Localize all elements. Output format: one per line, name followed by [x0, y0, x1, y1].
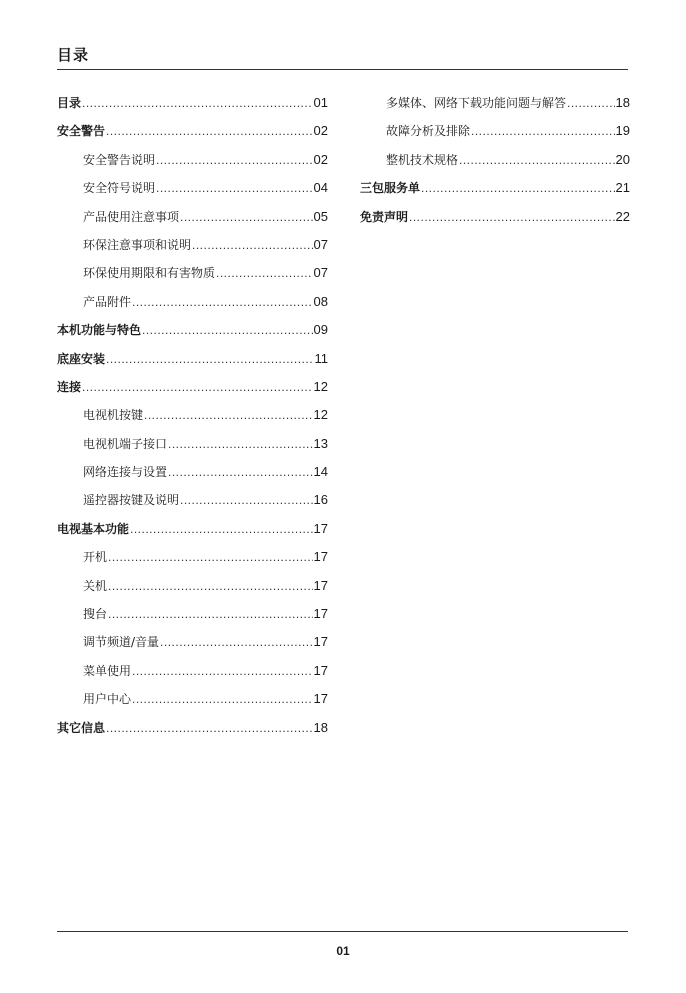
dot-leader — [216, 263, 313, 283]
toc-entry-page-number: 19 — [615, 123, 630, 139]
toc-entry[interactable] — [57, 462, 328, 490]
dot-leader — [132, 689, 313, 709]
toc-entry-title: 搜台 — [83, 607, 108, 622]
toc-entry-title: 整机技术规格 — [386, 152, 459, 167]
dot-leader — [108, 604, 313, 624]
toc-entry[interactable] — [57, 349, 328, 377]
dot-leader — [132, 292, 313, 312]
dot-leader — [82, 377, 313, 397]
toc-entry-title: 产品使用注意事项 — [83, 209, 180, 224]
dot-leader — [108, 576, 313, 596]
toc-entry-title: 目录 — [57, 96, 82, 110]
toc-entry-page-number: 04 — [313, 180, 328, 196]
toc-entry[interactable] — [57, 320, 328, 348]
toc-entry[interactable] — [57, 377, 328, 405]
dot-leader — [132, 661, 313, 681]
toc-entry-page-number: 07 — [313, 236, 328, 252]
toc-entry[interactable] — [360, 207, 630, 235]
toc-entry-title: 连接 — [57, 379, 82, 394]
dot-leader — [106, 121, 313, 141]
toc-entry[interactable] — [360, 121, 630, 149]
toc-entry-page-number: 18 — [313, 719, 328, 735]
toc-entry-page-number: 12 — [313, 378, 328, 394]
toc-entry[interactable] — [57, 604, 328, 632]
dot-leader — [459, 150, 615, 170]
dot-leader — [108, 547, 313, 567]
toc-entry-title: 其它信息 — [57, 720, 106, 735]
toc-entry[interactable] — [57, 121, 328, 149]
toc-entry[interactable] — [57, 150, 328, 178]
dot-leader — [180, 490, 313, 510]
dot-leader — [168, 462, 313, 482]
dot-leader — [144, 405, 313, 425]
toc-entry-page-number: 17 — [313, 662, 328, 678]
toc-entry-page-number: 09 — [313, 322, 328, 338]
dot-leader — [471, 121, 615, 141]
toc-entry-page-number: 02 — [313, 151, 328, 167]
toc-entry[interactable] — [57, 661, 328, 689]
toc-entry[interactable] — [57, 405, 328, 433]
toc-entry-title: 环保使用期限和有害物质 — [83, 266, 216, 281]
toc-entry[interactable] — [57, 93, 328, 121]
dot-leader — [421, 178, 615, 198]
toc-entry[interactable] — [57, 576, 328, 604]
dot-leader — [82, 93, 313, 113]
toc-entry-title: 安全警告说明 — [83, 152, 156, 167]
toc-entry-title: 产品附件 — [83, 294, 132, 309]
toc-entry-page-number: 07 — [313, 265, 328, 281]
toc-entry[interactable] — [57, 519, 328, 547]
toc-entry-page-number: 12 — [313, 407, 328, 423]
toc-entry-page-number: 18 — [615, 95, 630, 110]
toc-entry-page-number: 21 — [615, 180, 630, 196]
toc-entry-title: 三包服务单 — [360, 181, 421, 196]
toc-entry-page-number: 17 — [313, 520, 328, 536]
toc-entry[interactable] — [57, 235, 328, 263]
page-title: 目录 — [57, 46, 90, 64]
toc-entry-page-number: 22 — [615, 208, 630, 224]
toc-entry[interactable] — [57, 178, 328, 206]
toc-entry-title: 菜单使用 — [83, 663, 132, 678]
toc-entry-title: 故障分析及排除 — [386, 124, 471, 139]
dot-leader — [192, 235, 313, 255]
toc-entry[interactable] — [57, 689, 328, 717]
toc-entry-page-number: 20 — [615, 151, 630, 167]
toc-entry[interactable] — [360, 93, 630, 121]
toc-entry-title: 电视基本功能 — [57, 521, 130, 536]
toc-entry-title: 免责声明 — [360, 209, 409, 224]
toc-entry-page-number: 02 — [313, 123, 328, 139]
toc-entry[interactable] — [360, 178, 630, 206]
toc-entry-page-number: 05 — [313, 208, 328, 224]
toc-entry[interactable] — [57, 207, 328, 235]
dot-leader — [567, 93, 615, 113]
toc-entry-page-number: 17 — [313, 549, 328, 565]
toc-entry-title: 电视机按键 — [83, 408, 144, 423]
toc-entry[interactable] — [57, 434, 328, 462]
toc-entry-page-number: 17 — [313, 606, 328, 622]
toc-entry-page-number: 01 — [313, 95, 328, 110]
toc-entry-title: 电视机端子接口 — [83, 436, 168, 451]
toc-entry-title: 环保注意事项和说明 — [83, 237, 192, 252]
toc-entry-title: 安全符号说明 — [83, 181, 156, 196]
toc-entry-title: 多媒体、网络下载功能问题与解答 — [386, 96, 567, 110]
dot-leader — [180, 207, 313, 227]
dot-leader — [142, 320, 313, 340]
toc-entry-title: 遥控器按键及说明 — [83, 493, 180, 508]
toc-entry-title: 调节频道/音量 — [83, 635, 160, 650]
dot-leader — [106, 718, 313, 738]
dot-leader — [168, 434, 313, 454]
header-divider — [57, 69, 628, 70]
toc-entry-page-number: 13 — [313, 435, 328, 451]
toc-entry-page-number: 17 — [313, 634, 328, 650]
footer-page-number: 01 — [336, 944, 350, 958]
toc-entry-page-number: 14 — [313, 464, 328, 480]
toc-entry-title: 底座安装 — [57, 351, 106, 366]
dot-leader — [156, 150, 313, 170]
toc-entry-title: 开机 — [83, 550, 108, 565]
toc-entry[interactable] — [57, 292, 328, 320]
dot-leader — [156, 178, 313, 198]
toc-entry-title: 用户中心 — [83, 692, 132, 707]
dot-leader — [409, 207, 615, 227]
toc-entry[interactable] — [57, 547, 328, 575]
toc-entry[interactable] — [57, 490, 328, 518]
toc-left-column — [57, 93, 328, 746]
toc-entry-title: 关机 — [83, 578, 108, 593]
toc-entry[interactable] — [57, 632, 328, 660]
footer-divider — [57, 931, 628, 932]
dot-leader — [130, 519, 313, 539]
toc-entry[interactable] — [57, 263, 328, 291]
toc-right-column — [360, 93, 630, 235]
dot-leader — [106, 349, 313, 369]
toc-entry-page-number: 11 — [314, 350, 328, 366]
toc-entry-page-number: 16 — [313, 492, 328, 508]
toc-entry-title: 本机功能与特色 — [57, 323, 142, 338]
dot-leader — [160, 632, 312, 652]
toc-entry-page-number: 08 — [313, 293, 328, 309]
toc-entry-title: 网络连接与设置 — [83, 465, 168, 480]
toc-entry[interactable] — [360, 150, 630, 178]
toc-entry-title: 安全警告 — [57, 124, 106, 139]
toc-entry-page-number: 17 — [313, 691, 328, 707]
toc-entry-page-number: 17 — [313, 577, 328, 593]
toc-entry[interactable] — [57, 718, 328, 746]
